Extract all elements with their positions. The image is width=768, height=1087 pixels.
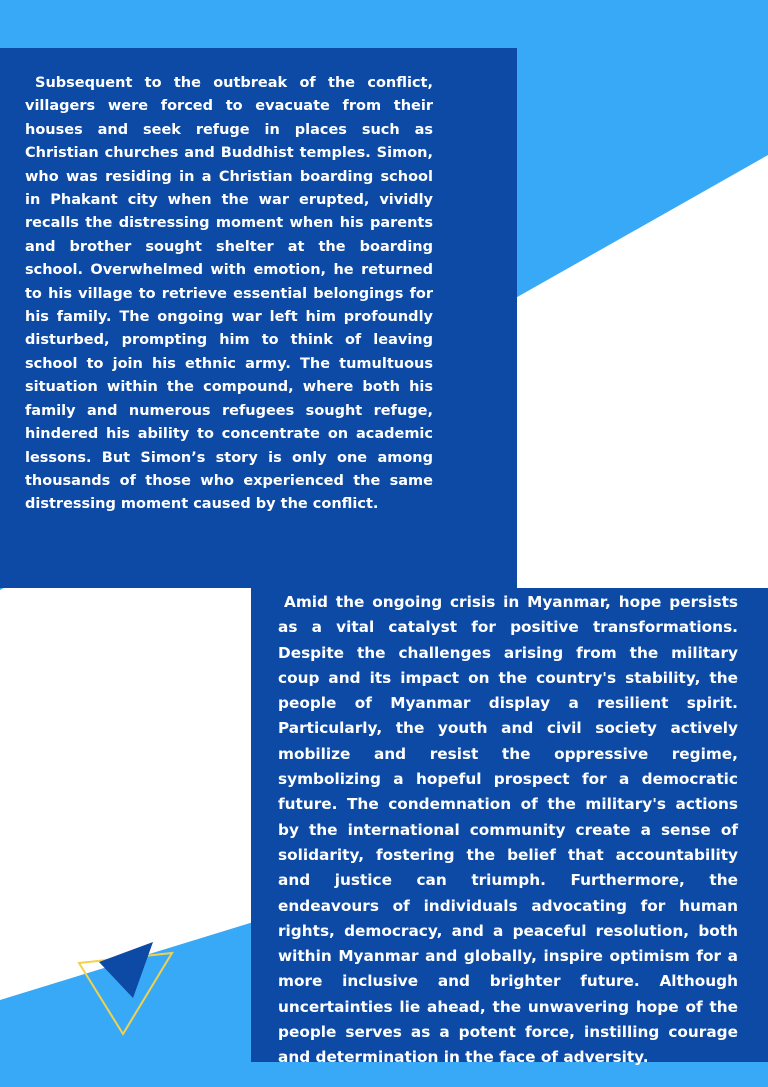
hope-paragraph: Amid the ongoing crisis in Myanmar, hope persists as a vital catalyst for positive transformations. Despite the challenges arising from the military coup and its impact on the country's stability, the people of Myanmar display a resilient spirit. Particularly, the youth and civil society actively mobilize and resist the oppressive regime, symbolizing a hopeful prospect for a democratic future. The condemnation of the military's actions by the international community create a sense of solidarity, fostering the belief that accountability and justice can triumph. Furthermore, the endeavours of individuals advocating for human rights, democracy, and a peaceful resolution, both within Myanmar and globally, inspire optimism for a more inclusive and brighter future. Although uncertainties lie ahead, the unwavering hope of the people serves as a potent force, instilling courage and determination in the face of adversity. [278,593,738,1067]
hope-panel [251,588,768,1067]
story-panel [0,48,517,588]
story-paragraph: Subsequent to the outbreak of the conflict, villagers were forced to evacuate from their houses and seek refuge in places such as Christian churches and Buddhist temples. Simon, who was residing in a Christian boarding school in Phakant city when the war erupted, vividly recalls the distressing moment when his parents and brother sought shelter at the boarding school. Overwhelmed with emotion, he returned to his village to retrieve essential belongings for his family. The ongoing war left him profoundly disturbed, prompting him to think of leaving school to join his ethnic army. The tumultuous situation within the compound, where both his family and numerous refugees sought refuge, hindered his ability to concentrate on academic lessons. But Simon’s story is only one among thousands of those who experienced the same distressing moment caused by the conflict. [25,75,433,513]
top-band [0,0,768,48]
